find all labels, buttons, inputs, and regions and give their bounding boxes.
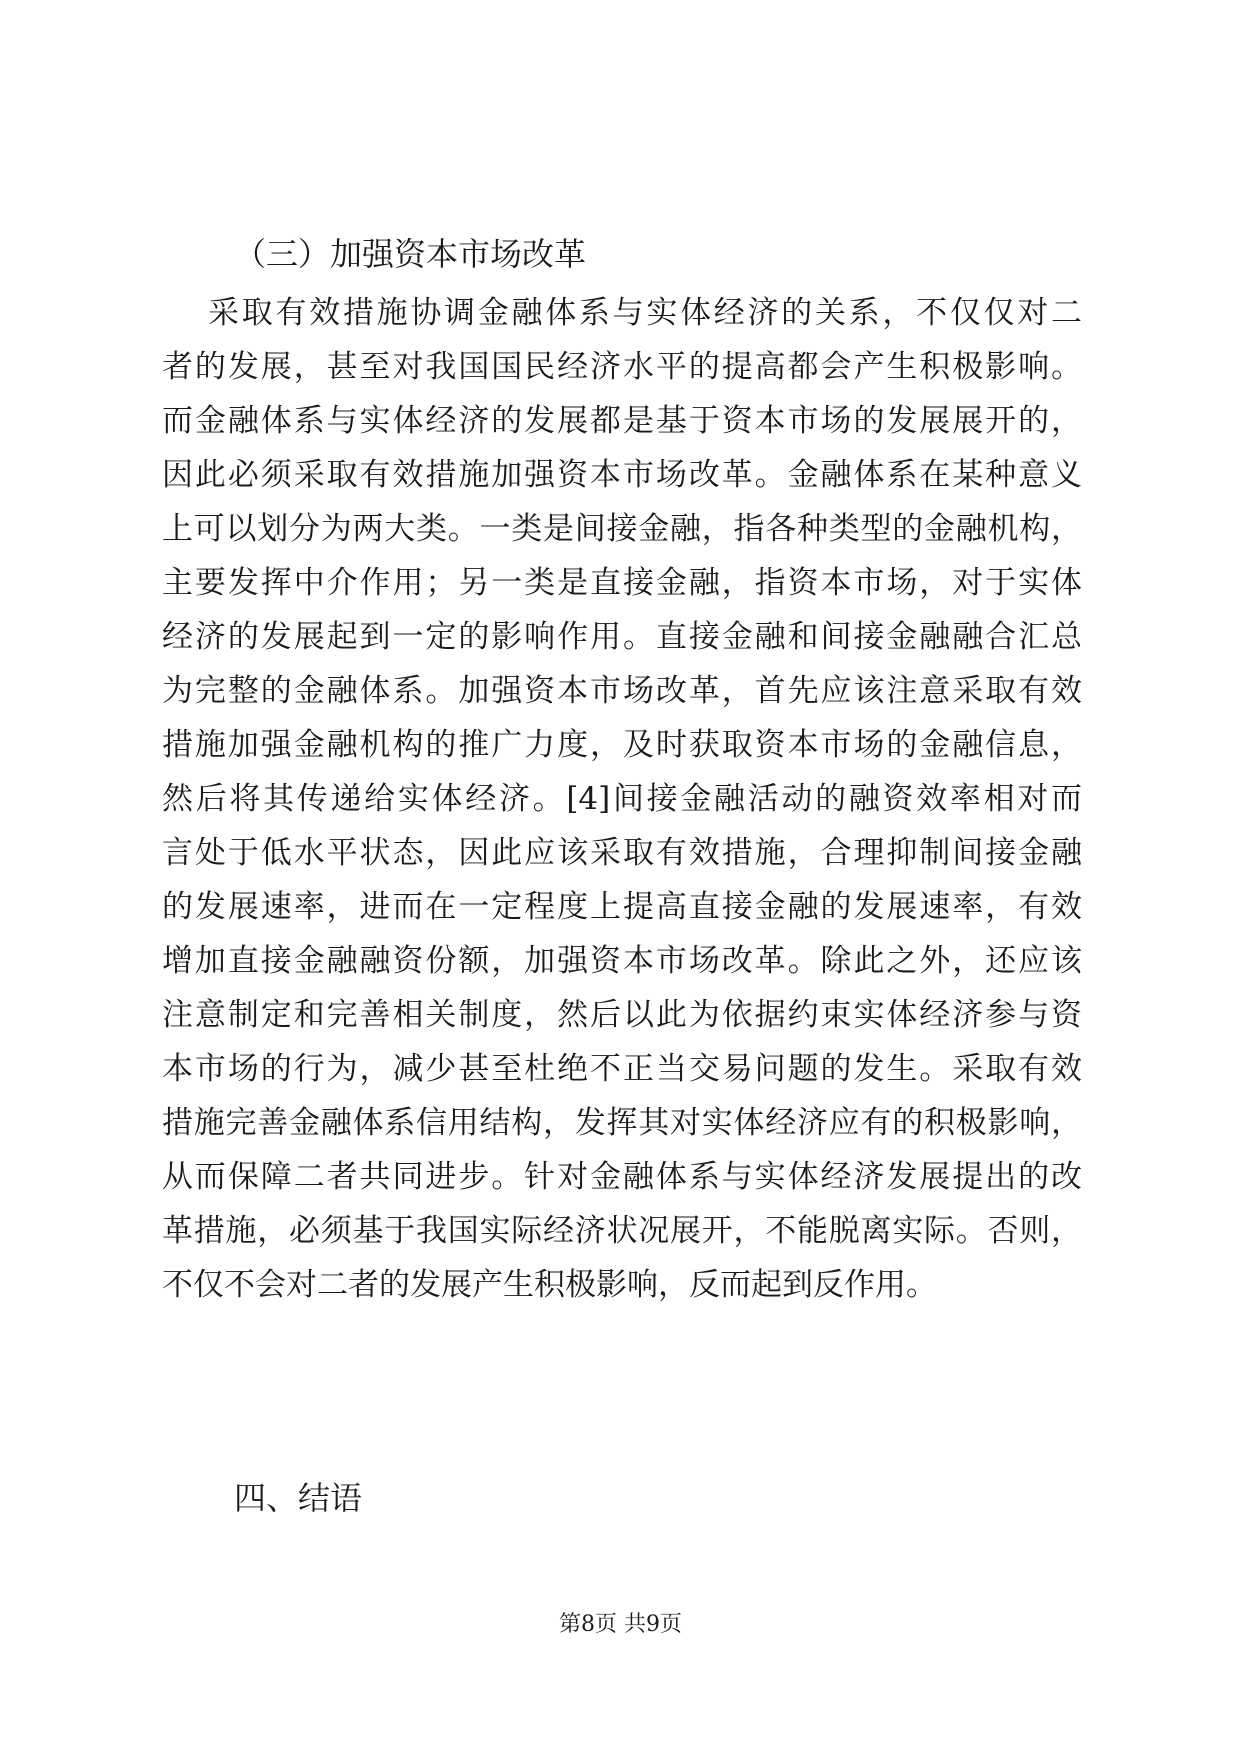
paragraph-line: 主要发挥中介作用；另一类是直接金融，指资本市场，对于实体 — [162, 565, 1082, 601]
paragraph-line: 为完整的金融体系。加强资本市场改革，首先应该注意采取有效 — [162, 673, 1082, 709]
paragraph-line: 增加直接金融融资份额，加强资本市场改革。除此之外，还应该 — [162, 943, 1082, 979]
paragraph-line: 革措施，必须基于我国实际经济状况展开，不能脱离实际。否则， — [162, 1213, 1082, 1249]
paragraph-line: 经济的发展起到一定的影响作用。直接金融和间接金融融合汇总 — [162, 619, 1082, 655]
section-heading: （三）加强资本市场改革 — [234, 235, 587, 273]
paragraph-line: 措施加强金融机构的推广力度，及时获取资本市场的金融信息， — [162, 727, 1082, 763]
paragraph-line: 的发展速率，进而在一定程度上提高直接金融的发展速率，有效 — [162, 889, 1082, 925]
body-paragraph — [162, 286, 1082, 1312]
paragraph-line: 措施完善金融体系信用结构，发挥其对实体经济应有的积极影响， — [162, 1105, 1082, 1141]
paragraph-line: 不仅不会对二者的发展产生积极影响，反而起到反作用。 — [162, 1267, 937, 1303]
paragraph-line: 因此必须采取有效措施加强资本市场改革。金融体系在某种意义 — [162, 457, 1082, 493]
paragraph-line: 从而保障二者共同进步。针对金融体系与实体经济发展提出的改 — [162, 1159, 1082, 1195]
paragraph-line: 采取有效措施协调金融体系与实体经济的关系，不仅仅对二 — [208, 295, 1082, 331]
conclusion-heading: 四、结语 — [234, 1479, 363, 1517]
page-number-footer: 第8页 共9页 — [559, 1612, 682, 1637]
paragraph-line: 然后将其传递给实体经济。[4]间接金融活动的融资效率相对而 — [162, 781, 1082, 817]
paragraph-line: 上可以划分为两大类。一类是间接金融，指各种类型的金融机构， — [162, 511, 1082, 547]
paragraph-line: 言处于低水平状态，因此应该采取有效措施，合理抑制间接金融 — [162, 835, 1082, 871]
paragraph-line: 而金融体系与实体经济的发展都是基于资本市场的发展展开的， — [162, 403, 1082, 439]
paragraph-line: 者的发展，甚至对我国国民经济水平的提高都会产生积极影响。 — [162, 349, 1082, 385]
paragraph-line: 本市场的行为，减少甚至杜绝不正当交易问题的发生。采取有效 — [162, 1051, 1082, 1087]
paragraph-line: 注意制定和完善相关制度，然后以此为依据约束实体经济参与资 — [162, 997, 1082, 1033]
